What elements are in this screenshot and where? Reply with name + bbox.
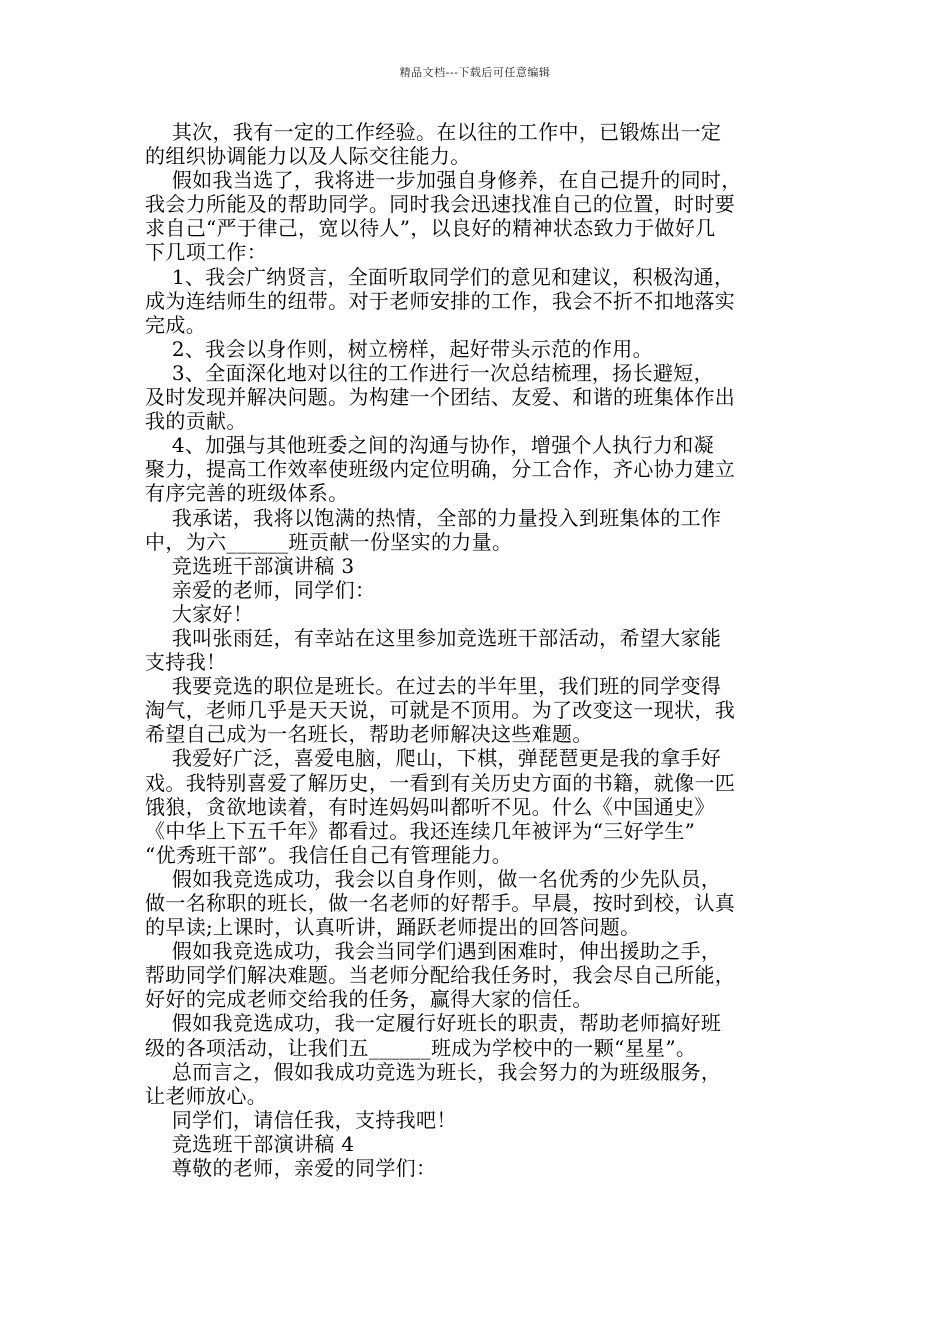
text-line: 尊敬的老师，亲爱的同学们： xyxy=(145,1156,437,1181)
text-line: 的组织协调能力以及人际交往能力。 xyxy=(145,144,471,169)
document-body xyxy=(145,120,810,1180)
text-line: 我的贡献。 xyxy=(145,409,247,434)
text-line: 让老师放心。 xyxy=(145,1083,268,1108)
text-line: 我叫张雨廷，有幸站在这里参加竞选班干部活动，希望大家能 xyxy=(145,625,722,650)
text-line: 我要竞选的职位是班长。在过去的半年里，我们班的同学变得 xyxy=(145,674,722,699)
text-line: 有序完善的班级体系。 xyxy=(145,481,349,506)
text-line: 我爱好广泛，喜爱电脑，爬山，下棋，弹琵琶更是我的拿手好 xyxy=(145,746,722,771)
text-line: 其次，我有一定的工作经验。在以往的工作中，已锻炼出一定 xyxy=(145,120,722,144)
text-line: 级的各项活动，让我们五______班成为学校中的一颗“星星”。 xyxy=(145,1035,697,1060)
text-line: 帮助同学们解决难题。当老师分配给我任务时，我会尽自己所能， xyxy=(145,963,736,988)
text-line: 2、我会以身作则，树立榜样，起好带头示范的作用。 xyxy=(145,336,653,361)
text-line: 中，为六______班贡献一份坚实的力量。 xyxy=(145,529,513,554)
text-line: 成为连结师生的纽带。对于老师安排的工作，我会不折不扣地落实 xyxy=(145,288,736,313)
text-line: 求自己“严于律己，宽以待人”，以良好的精神状态致力于做好几 xyxy=(145,216,716,241)
page-header: 精品文档---下载后可任意编辑 xyxy=(399,66,551,79)
text-line: 竞选班干部演讲稿 3 xyxy=(145,553,355,578)
text-line: 假如我竞选成功，我一定履行好班长的职责，帮助老师搞好班 xyxy=(145,1011,722,1036)
text-line: 好好的完成老师交给我的任务，赢得大家的信任。 xyxy=(145,987,593,1012)
text-line: 及时发现并解决问题。为构建一个团结、友爱、和谐的班集体作出 xyxy=(145,385,736,410)
text-line: 做一名称职的班长，做一名老师的好帮手。早晨，按时到校，认真 xyxy=(145,891,736,915)
text-line: 竞选班干部演讲稿 4 xyxy=(145,1131,355,1156)
text-line: 我会力所能及的帮助同学。同时我会迅速找准自己的位置，时时要 xyxy=(145,192,736,217)
text-line: 下几项工作： xyxy=(145,240,268,265)
text-line: 总而言之，假如我成功竞选为班长，我会努力的为班级服务， xyxy=(145,1059,722,1084)
text-line: 我承诺，我将以饱满的热情，全部的力量投入到班集体的工作 xyxy=(145,505,722,530)
text-line: “优秀班干部”。我信任自己有管理能力。 xyxy=(145,842,513,867)
text-line: 大家好！ xyxy=(145,601,254,626)
text-line: 完成。 xyxy=(145,312,207,337)
text-line: 假如我竞选成功，我会以自身作则，做一名优秀的少先队员， xyxy=(145,866,722,891)
text-line: 聚力，提高工作效率使班级内定位明确，分工合作，齐心协力建立 xyxy=(145,457,736,482)
text-line: 支持我！ xyxy=(145,650,227,675)
text-line: 假如我竞选成功，我会当同学们遇到困难时，伸出援助之手， xyxy=(145,939,722,964)
text-line: 希望自己成为一名班长，帮助老师解决这些难题。 xyxy=(145,722,593,747)
text-line: 3、全面深化地对以往的工作进行一次总结梳理，扬长避短， xyxy=(145,360,715,385)
text-line: 亲爱的老师，同学们： xyxy=(145,577,376,602)
text-line: 1、我会广纳贤言，全面听取同学们的意见和建议，积极沟通， xyxy=(145,264,735,289)
text-line: 的早读;上课时，认真听讲，踊跃老师提出的回答问题。 xyxy=(145,915,641,940)
text-line: 假如我当选了，我将进一步加强自身修养，在自己提升的同时， xyxy=(145,168,742,193)
text-line: 戏。我特别喜爱了解历史，一看到有关历史方面的书籍，就像一匹 xyxy=(145,770,736,795)
text-line: 4、加强与其他班委之间的沟通与协作，增强个人执行力和凝 xyxy=(145,433,715,458)
text-line: 同学们，请信任我，支持我吧！ xyxy=(145,1107,457,1132)
text-line: 饿狼，贪欲地读着，有时连妈妈叫都听不见。什么《中国通史》 xyxy=(145,794,715,819)
text-line: 淘气，老师几乎是天天说，可就是不顶用。为了改变这一现状，我 xyxy=(145,698,736,723)
text-line: 《中华上下五千年》都看过。我还连续几年被评为“三好学生” xyxy=(145,818,696,843)
